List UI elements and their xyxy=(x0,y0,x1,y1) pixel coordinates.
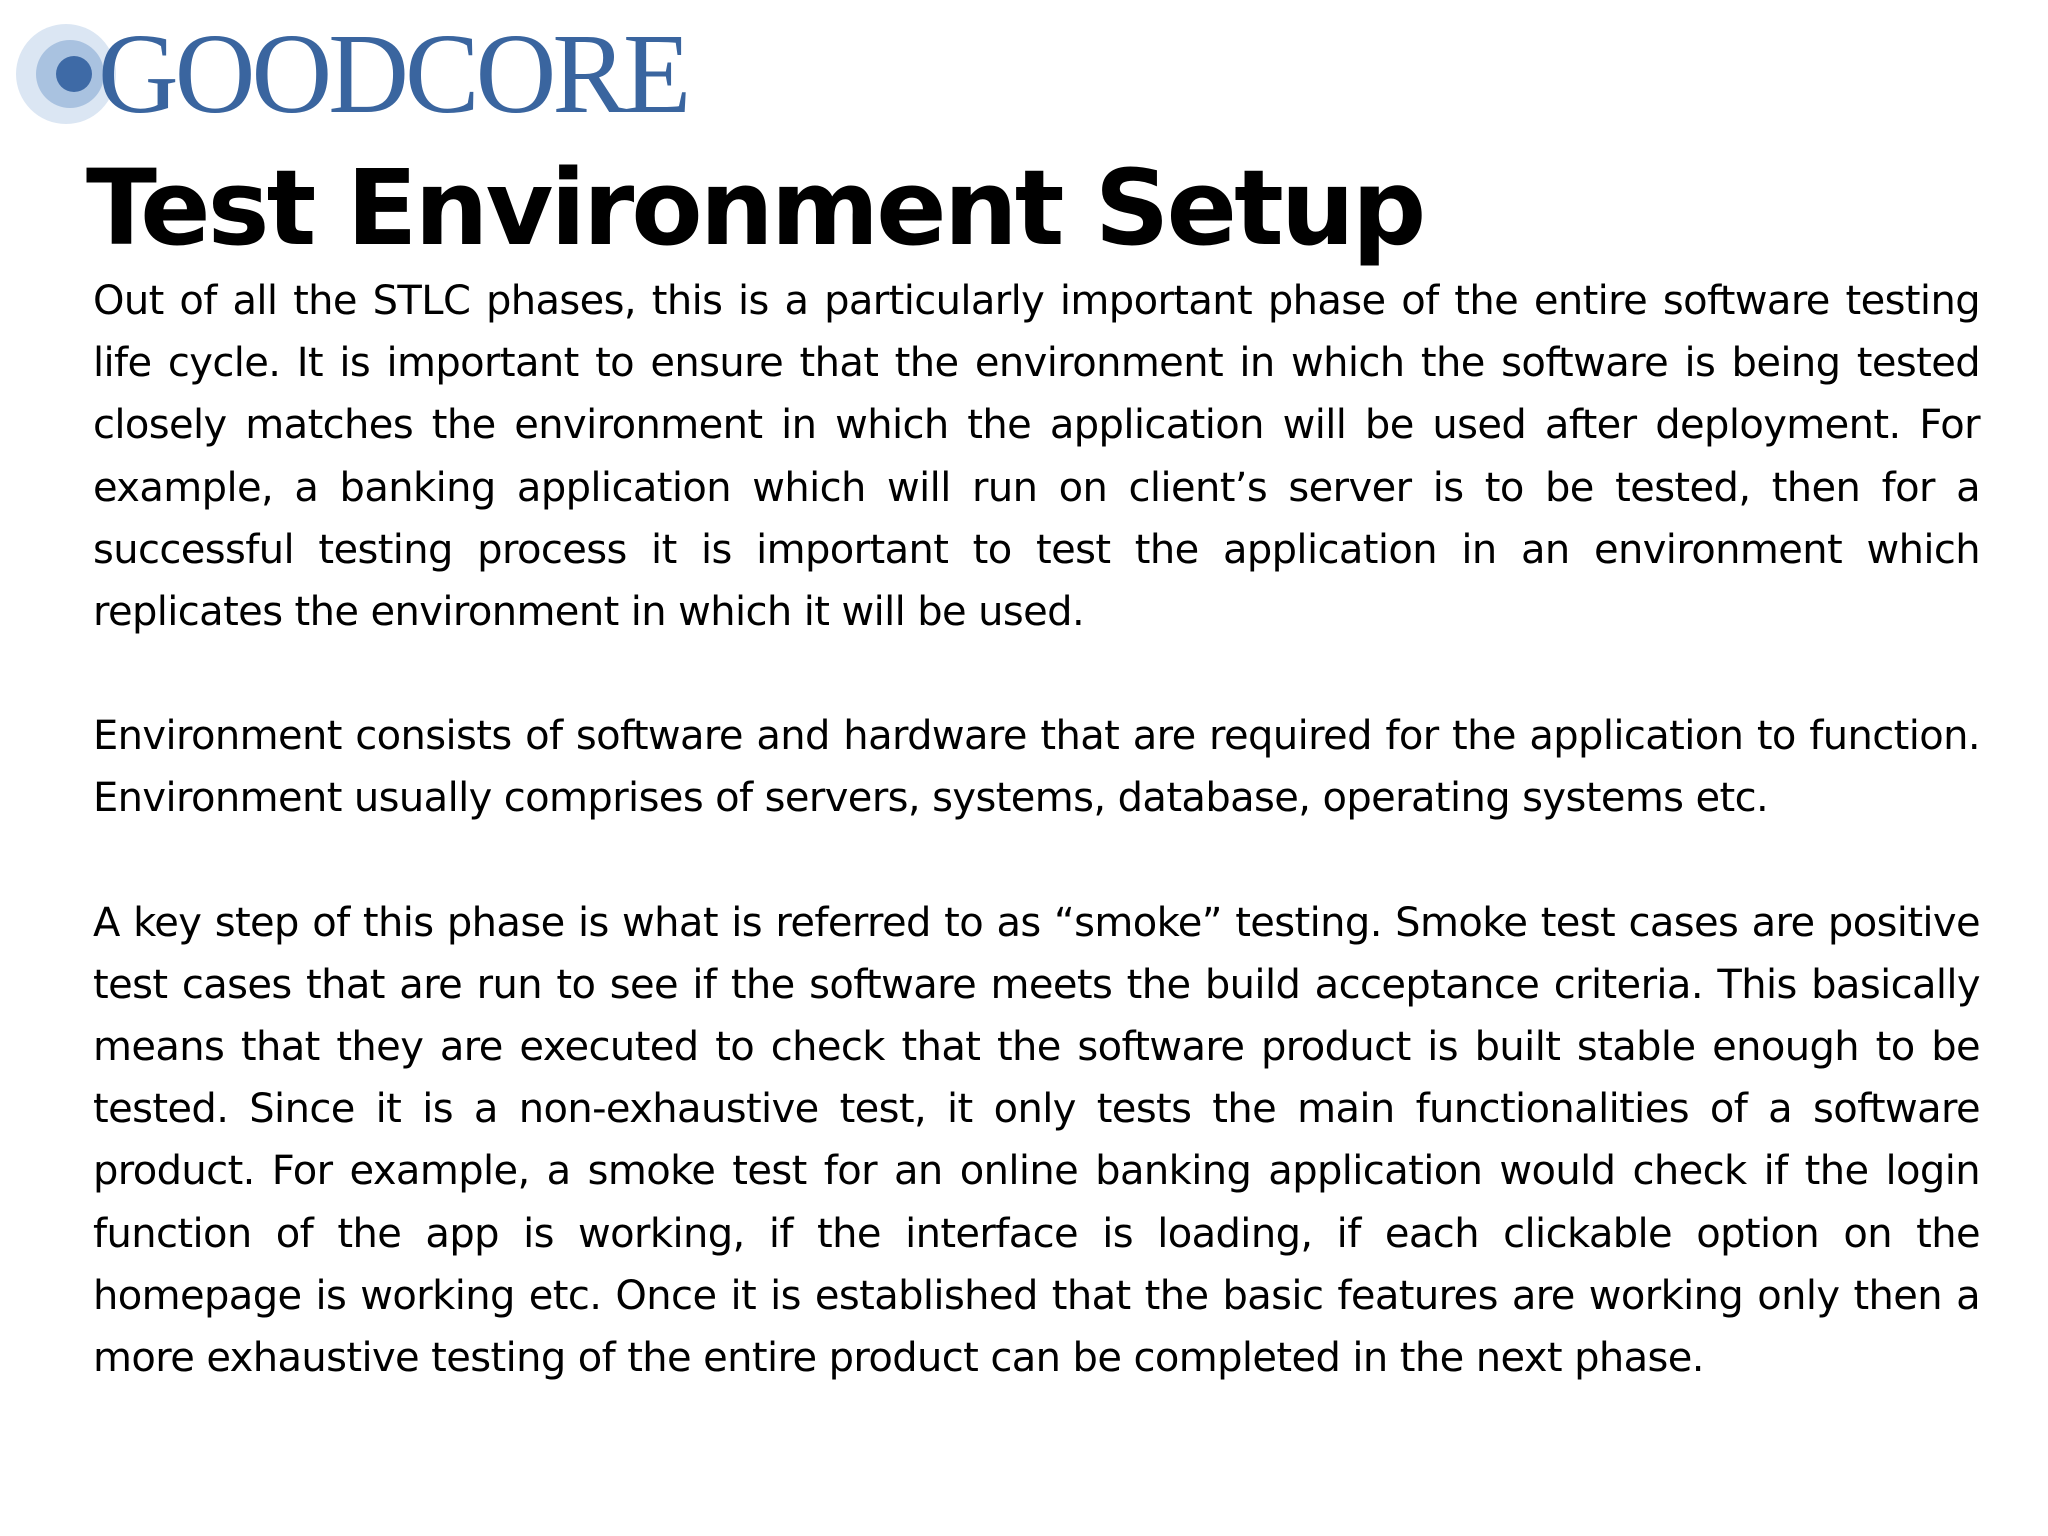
logo-ring-inner xyxy=(56,56,92,92)
paragraph-environment-importance: Out of all the STLC phases, this is a particularly important phase of the entire software testing life cycle. It is important to ensure that the environment in which the software is being tested closely matches the environment in which the application will be used after deployment. For example, a banking application which will run on client’s server is to be tested, then for a successful testing process it is important to test the application in an environment which replicates the environment in which it will be used. xyxy=(93,278,1980,636)
paragraph-environment-definition: Environment consists of software and hardware that are required for the application to function. Environment usually comprises of servers, systems, database, operating systems etc. xyxy=(93,713,1980,822)
logo-wordmark: GOODCORE xyxy=(98,10,688,137)
slide-title: Test Environment Setup xyxy=(86,147,1424,269)
goodcore-logo xyxy=(16,10,699,137)
logo-rings-icon xyxy=(16,18,108,130)
paragraph-smoke-testing: A key step of this phase is what is referred to as “smoke” testing. Smoke test cases are positive test cases that are run to see if the software meets the build acceptance criteria. This basically means that they are executed to check that the software product is built stable enough to be tested. Since it is a non-exhaustive test, it only tests the main functionalities of a software product. For example, a smoke test for an online banking application would check if the login function of the app is working, if the interface is loading, if each clickable option on the homepage is working etc. Once it is established that the basic features are working only then a more exhaustive testing of the entire product can be completed in the next phase. xyxy=(93,899,1980,1382)
slide-body xyxy=(93,270,1980,1389)
